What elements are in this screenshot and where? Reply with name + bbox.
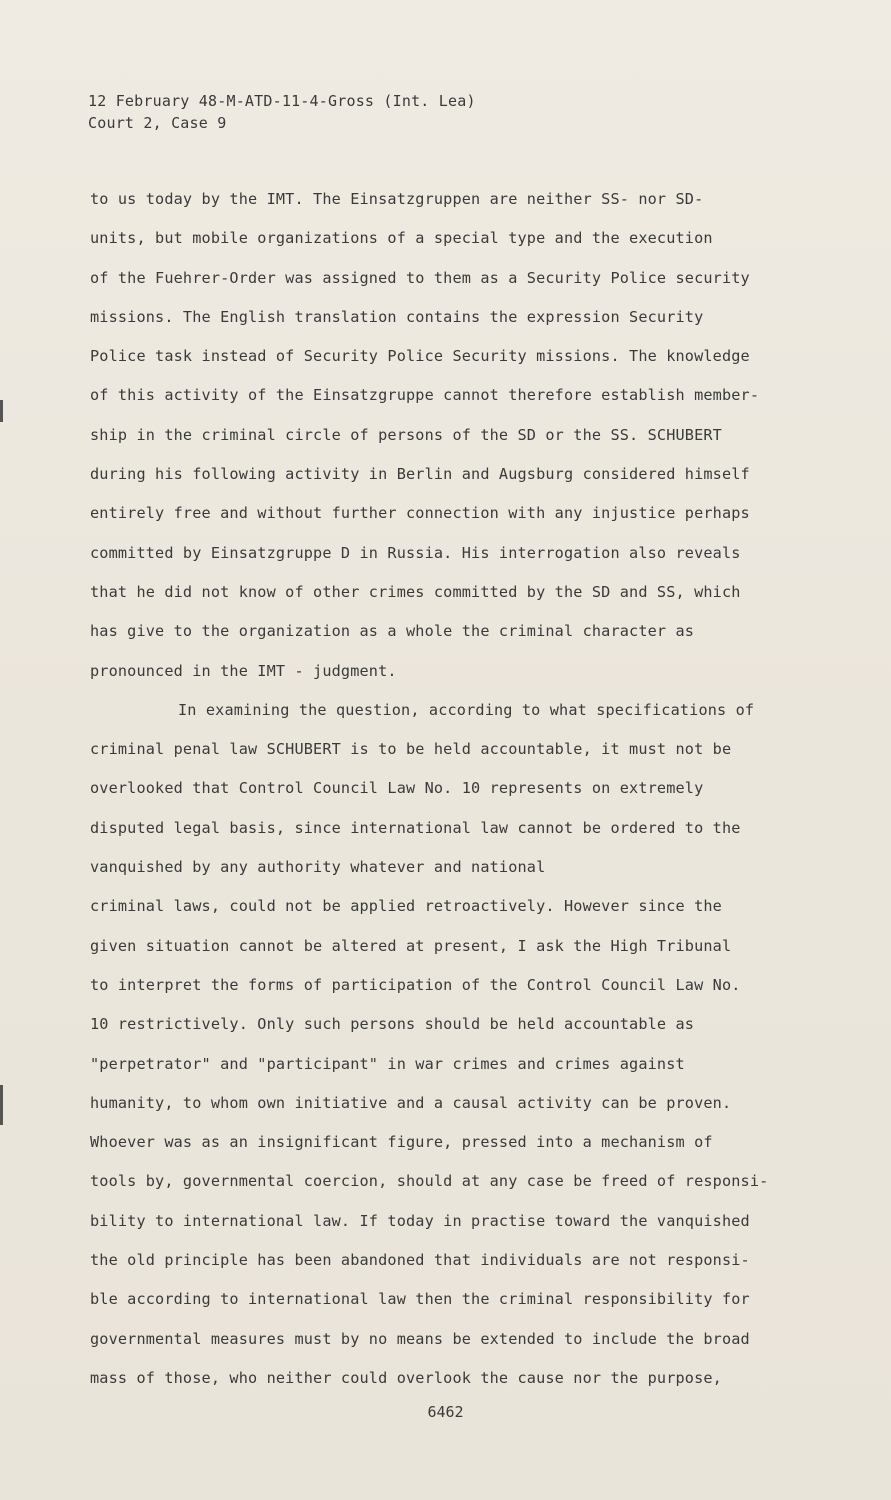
body-line: given situation cannot be altered at present, I ask the High Tribunal [90,936,732,955]
header-line: 12 February 48-M-ATD-11-4-Gross (Int. Lea) [88,92,476,110]
edge-scan-mark [0,1085,3,1125]
body-line: committed by Einsatzgruppe D in Russia. His interrogation also reveals [90,543,741,562]
body-line: overlooked that Control Council Law No. 10 represents on extremely [90,779,704,798]
body-line: entirely free and without further connection with any injustice perhaps [90,504,750,523]
body-line: ship in the criminal circle of persons of the SD or the SS. SCHUBERT [90,425,722,444]
header-line: Court 2, Case 9 [88,114,227,132]
body-line: Police task instead of Security Police Security missions. The knowledge [90,347,750,366]
body-line: missions. The English translation contains the expression Security [90,307,704,326]
body-line: that he did not know of other crimes committed by the SD and SS, which [90,582,741,601]
body-line: vanquished by any authority whatever and national [90,858,546,877]
body-line: mass of those, who neither could overlook the cause nor the purpose, [90,1368,722,1387]
document-header [88,90,476,134]
body-line: criminal laws, could not be applied retroactively. However since the [90,897,722,916]
edge-scan-mark [0,400,3,422]
body-line: during his following activity in Berlin and Augsburg considered himself [90,465,750,484]
body-line: the old principle has been abandoned that individuals are not responsi- [90,1251,750,1270]
body-line: humanity, to whom own initiative and a causal activity can be proven. [90,1093,732,1112]
body-line: of this activity of the Einsatzgruppe cannot therefore establish member- [90,386,760,405]
body-line: pronounced in the IMT - judgment. [90,661,397,680]
body-line: tools by, governmental coercion, should at any case be freed of responsi- [90,1172,769,1191]
body-line: of the Fuehrer-Order was assigned to them as a Security Police security [90,268,750,287]
page-number: 6462 [427,1403,464,1421]
body-line: criminal penal law SCHUBERT is to be held accountable, it must not be [90,740,732,759]
body-line: to interpret the forms of participation of the Control Council Law No. [90,975,741,994]
body-line: to us today by the IMT. The Einsatzgruppen are neither SS- nor SD- [90,190,704,208]
body-line: ble according to international law then the criminal responsibility for [90,1290,750,1309]
body-line: bility to international law. If today in practise toward the vanquished [90,1211,750,1230]
document-body [90,186,810,1404]
body-line: governmental measures must by no means be extended to include the broad [90,1329,750,1348]
paragraph-start-line: In examining the question, according to what specifications of [178,700,755,719]
body-line: units, but mobile organizations of a special type and the execution [90,229,713,248]
body-line: disputed legal basis, since international law cannot be ordered to the [90,818,741,837]
body-line: Whoever was as an insignificant figure, pressed into a mechanism of [90,1133,713,1152]
body-line: has give to the organization as a whole the criminal character as [90,622,695,641]
body-line: 10 restrictively. Only such persons should be held accountable as [90,1015,695,1034]
body-line: "perpetrator" and "participant" in war crimes and crimes against [90,1054,685,1073]
